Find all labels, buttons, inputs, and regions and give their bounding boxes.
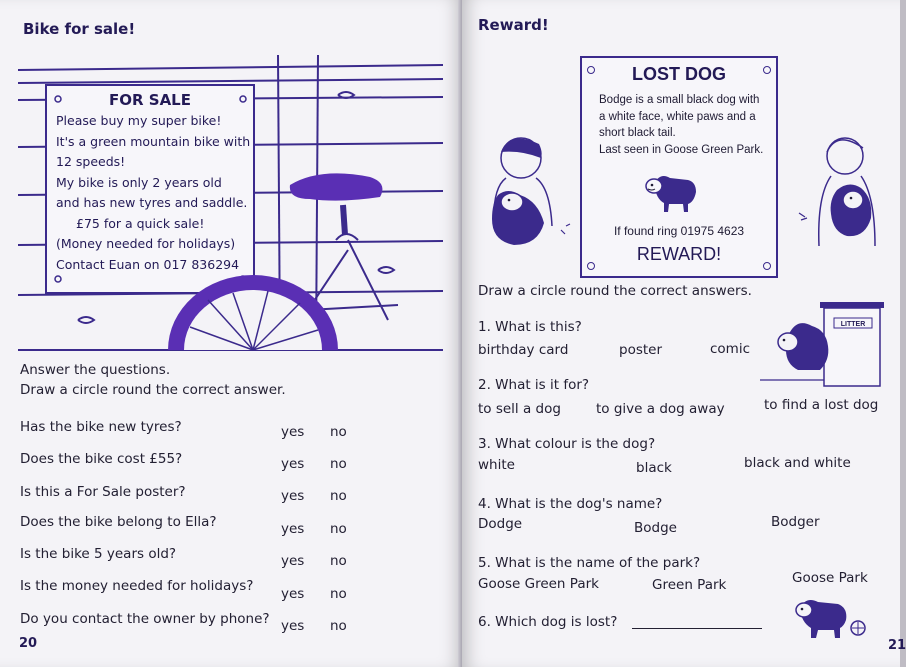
boy-with-dog-illustration — [466, 130, 578, 260]
question-text: Is the bike 5 years old? — [20, 546, 177, 562]
instruction-line: Draw a circle round the correct answer. — [20, 382, 286, 398]
answer-option[interactable]: Bodge — [634, 520, 677, 536]
question-text: Is this a For Sale poster? — [20, 484, 186, 500]
poster-line: (Money needed for holidays) — [56, 236, 236, 251]
poster-line: Please buy my super bike! — [56, 113, 222, 128]
answer-yes[interactable]: yes — [281, 618, 305, 634]
instruction-line: Answer the questions. — [20, 362, 171, 378]
answer-option[interactable]: to give a dog away — [596, 401, 725, 417]
answer-no[interactable]: no — [330, 488, 347, 504]
answer-option[interactable]: Bodger — [771, 514, 820, 530]
question-text: 5. What is the name of the park? — [478, 555, 701, 571]
answer-option[interactable]: to find a lost dog — [764, 397, 879, 413]
poster-line: and has new tyres and saddle. — [56, 195, 248, 210]
question-text: 2. What is it for? — [478, 377, 590, 393]
page-number: 21 — [888, 638, 906, 653]
answer-no[interactable]: no — [330, 424, 347, 440]
for-sale-poster — [46, 85, 254, 275]
answer-no[interactable]: no — [330, 521, 347, 537]
girl-with-dog-illustration — [797, 128, 897, 273]
dog-icon — [640, 166, 700, 214]
poster-line: a white face, white paws and a — [599, 110, 756, 123]
litter-bin-label: LITTER — [840, 321, 866, 328]
poster-line: £75 for a quick sale! — [76, 215, 205, 231]
poster-line: It's a green mountain bike with — [56, 133, 251, 149]
page-number: 20 — [19, 636, 38, 651]
lost-dog-poster — [580, 56, 778, 278]
answer-no[interactable]: no — [330, 553, 347, 569]
answer-no[interactable]: no — [330, 618, 347, 634]
answer-yes[interactable]: yes — [281, 424, 305, 440]
left-page-title: Bike for sale! — [23, 20, 136, 38]
question-text: Has the bike new tyres? — [20, 419, 182, 435]
answer-yes[interactable]: yes — [281, 488, 305, 504]
answer-option[interactable]: birthday card — [478, 342, 569, 358]
answer-yes[interactable]: yes — [281, 553, 305, 569]
answer-option[interactable]: poster — [619, 342, 663, 358]
lost-dog-phone: If found ring 01975 4623 — [613, 224, 745, 238]
question-text: 6. Which dog is lost? — [478, 614, 618, 630]
poster-line: Contact Euan on 017 836294 — [56, 256, 240, 272]
answer-no[interactable]: no — [330, 456, 347, 472]
instruction-line: Draw a circle round the correct answers. — [478, 283, 752, 299]
answer-option[interactable]: Goose Park — [792, 570, 868, 586]
poster-line: Last seen in Goose Green Park. — [599, 143, 764, 156]
right-page-title: Reward! — [478, 16, 549, 34]
dog-with-ball-illustration — [792, 590, 872, 640]
question-text: 3. What colour is the dog? — [478, 436, 656, 452]
answer-yes[interactable]: yes — [281, 586, 305, 602]
answer-option[interactable]: black — [636, 460, 672, 476]
poster-line: My bike is only 2 years old — [56, 174, 222, 190]
reward-label: REWARD! — [636, 244, 722, 264]
answer-yes[interactable]: yes — [281, 456, 305, 472]
answer-yes[interactable]: yes — [281, 521, 305, 537]
question-text: 1. What is this? — [478, 319, 582, 335]
question-text: Do you contact the owner by phone? — [20, 611, 270, 627]
answer-option[interactable]: black and white — [744, 455, 851, 471]
question-text: 4. What is the dog's name? — [478, 496, 663, 512]
answer-option[interactable]: Green Park — [652, 577, 727, 593]
answer-line[interactable] — [632, 628, 762, 629]
answer-no[interactable]: no — [330, 586, 347, 602]
for-sale-heading: FOR SALE — [109, 91, 191, 109]
answer-option[interactable]: to sell a dog — [478, 401, 561, 417]
question-text: Does the bike cost £55? — [20, 451, 183, 467]
answer-option[interactable]: comic — [710, 341, 751, 357]
dog-litter-bin-illustration — [760, 290, 900, 390]
answer-option[interactable]: Dodge — [478, 516, 523, 532]
question-text: Is the money needed for holidays? — [20, 578, 254, 594]
lost-dog-heading: LOST DOG — [632, 64, 726, 84]
poster-line: short black tail. — [599, 127, 676, 139]
right-page — [462, 0, 906, 667]
answer-option[interactable]: Goose Green Park — [478, 576, 599, 592]
question-text: Does the bike belong to Ella? — [20, 514, 217, 530]
answer-option[interactable]: white — [478, 457, 515, 473]
poster-line: 12 speeds! — [56, 154, 126, 169]
poster-line: Bodge is a small black dog with — [599, 94, 760, 106]
